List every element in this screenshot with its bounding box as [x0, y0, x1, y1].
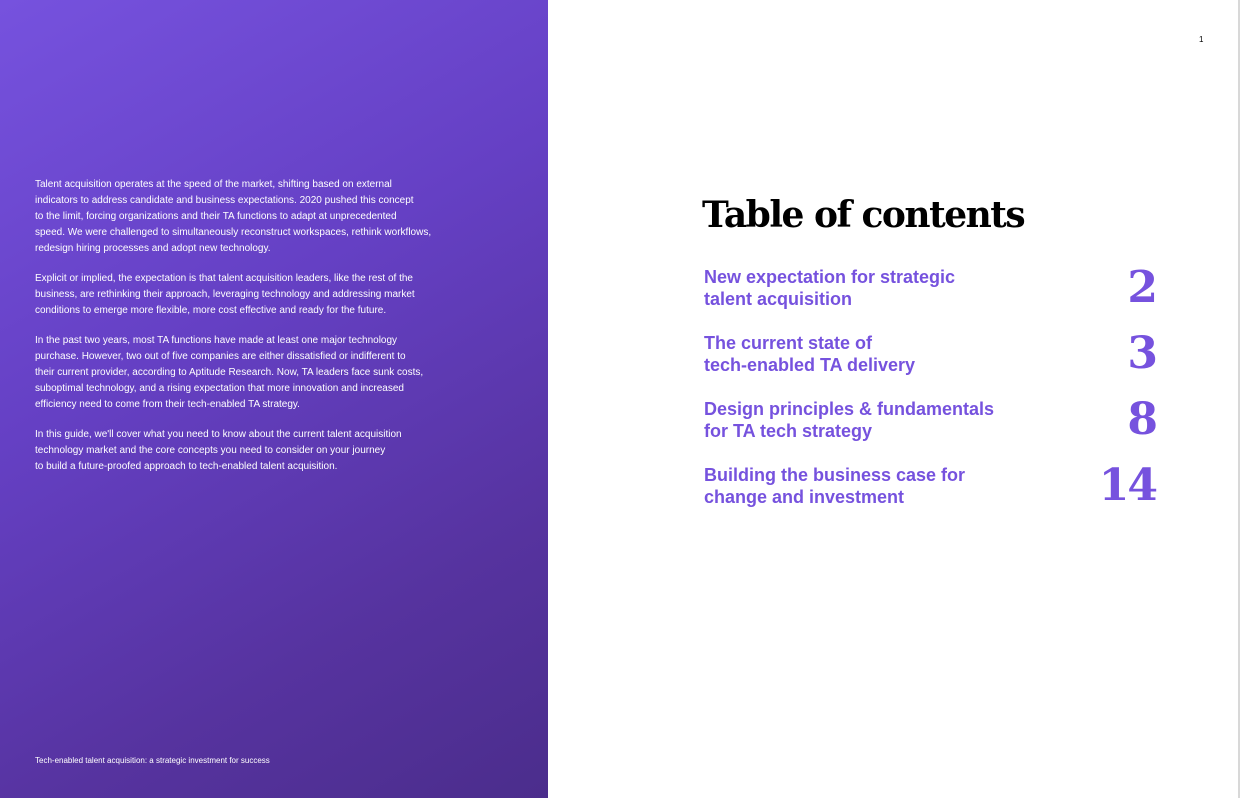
left-panel: [0, 0, 548, 798]
intro-paragraph-4: In this guide, we'll cover what you need to know about the current talent acquisition technology market and the core concepts you need to consider on your journey to build a future-proofed approach to tech-enabled talent acquisition.: [35, 429, 402, 472]
toc-entry-1[interactable]: [704, 262, 1156, 314]
intro-paragraph-2: Explicit or implied, the expectation is that talent acquisition leaders, like the rest of the business, are rethinking their approach, leveraging technology and addressing market conditions to emerge more flexible, more cost effective and ready for the future.: [35, 273, 415, 316]
toc-entry-label[interactable]: New expectation for strategic talent acquisition: [704, 267, 956, 309]
toc-entry-page[interactable]: 2: [1127, 262, 1156, 313]
toc-entry-page[interactable]: 14: [1098, 460, 1156, 511]
toc-entry-page[interactable]: 8: [1127, 394, 1156, 445]
toc-entry-4[interactable]: [704, 460, 1156, 512]
toc-title: Table of contents: [702, 194, 1025, 236]
intro-paragraph-1: Talent acquisition operates at the speed of the market, shifting based on external indicators to address candidate and business expectations. 2020 pushed this concept to the limit, forcing organizations and their TA functions to adapt at unprecedented speed. We were challenged to simultaneously reconstruct workspaces, rethink workflows, redesign hiring processes and adopt new technology.: [35, 179, 432, 254]
toc-entry-label[interactable]: Design principles & fundamentals for TA tech strategy: [704, 399, 995, 441]
toc-entry-2[interactable]: [704, 328, 1156, 380]
intro-paragraph-3: In the past two years, most TA functions have made at least one major technology purchase. However, two out of five companies are either dissatisfied or indifferent to their current provider, according to Aptitude Research. Now, TA leaders face sunk costs, suboptimal technology, and a rising expectation that more innovation and increased efficiency need to come from their tech-enabled TA strategy.: [35, 335, 424, 410]
toc-entry-page[interactable]: 3: [1127, 328, 1156, 379]
intro-text: [35, 177, 460, 489]
toc-entry-label[interactable]: Building the business case for change and investment: [704, 465, 966, 507]
toc-entry-label[interactable]: The current state of tech-enabled TA delivery: [704, 333, 916, 375]
page-number: 1: [1199, 35, 1204, 44]
document-footer: Tech-enabled talent acquisition: a strategic investment for success: [35, 756, 270, 765]
toc-entry-3[interactable]: [704, 394, 1156, 446]
